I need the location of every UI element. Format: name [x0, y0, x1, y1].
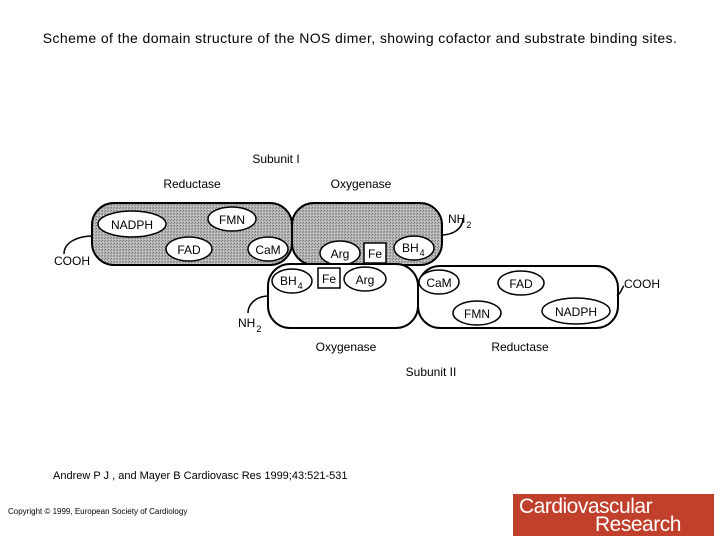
subunit2-label: Subunit II	[405, 365, 457, 379]
subunit2-fe-label: Fe	[321, 272, 337, 286]
subunit1-bh4-label: $BH_4$	[402, 241, 425, 258]
subunit1-cam-label: CaM	[255, 243, 281, 257]
subunit2-fad-label: FAD	[509, 277, 533, 291]
subunit2-nh2-label: $NH_2$	[238, 316, 262, 334]
subunit1-nh2-label: $NH_2$	[448, 212, 472, 230]
subunit2-reductase-label: Reductase	[491, 340, 549, 354]
subunit2-cam-label: CaM	[426, 276, 452, 290]
subunit1-cooh-tail	[64, 236, 93, 254]
subunit2-oxygenase-label: Oxygenase	[315, 340, 377, 354]
subunit1-cooh-label: COOH	[54, 254, 90, 268]
subunit2-cooh-label: COOH	[624, 277, 660, 291]
subunit2-nadph-label: NADPH	[554, 305, 598, 319]
subunit1-reductase-label: Reductase	[163, 177, 221, 191]
subunit2-arg-label: Arg	[355, 273, 375, 287]
copyright-notice: Copyright © 1999, European Society of Cardiology	[8, 507, 188, 516]
subunit2-bh4-label: $BH_4$	[280, 274, 303, 291]
subunit1-oxygenase-label: Oxygenase	[330, 177, 392, 191]
subunit2-nh2-tail	[248, 296, 269, 313]
subunit2-fmn-label: FMN	[464, 307, 490, 321]
subunit1-fe-label: Fe	[367, 247, 383, 261]
journal-logo	[513, 494, 714, 536]
citation: Andrew P J , and Mayer B Cardiovasc Res 1999;43:521-531	[53, 470, 348, 482]
subunit1-fmn-label: FMN	[219, 213, 245, 227]
subunit1-nadph-label: NADPH	[110, 218, 154, 232]
subunit1-arg-label: Arg	[330, 247, 350, 261]
subunit1-label: Subunit I	[252, 152, 300, 166]
figure-title: Scheme of the domain structure of the NOS dimer, showing cofactor and substrate binding sites.	[42, 30, 678, 46]
logo-line-1: Cardiovascular	[519, 495, 653, 518]
logo-line-2: Research	[595, 513, 681, 536]
subunit1-fad-label: FAD	[177, 243, 201, 257]
